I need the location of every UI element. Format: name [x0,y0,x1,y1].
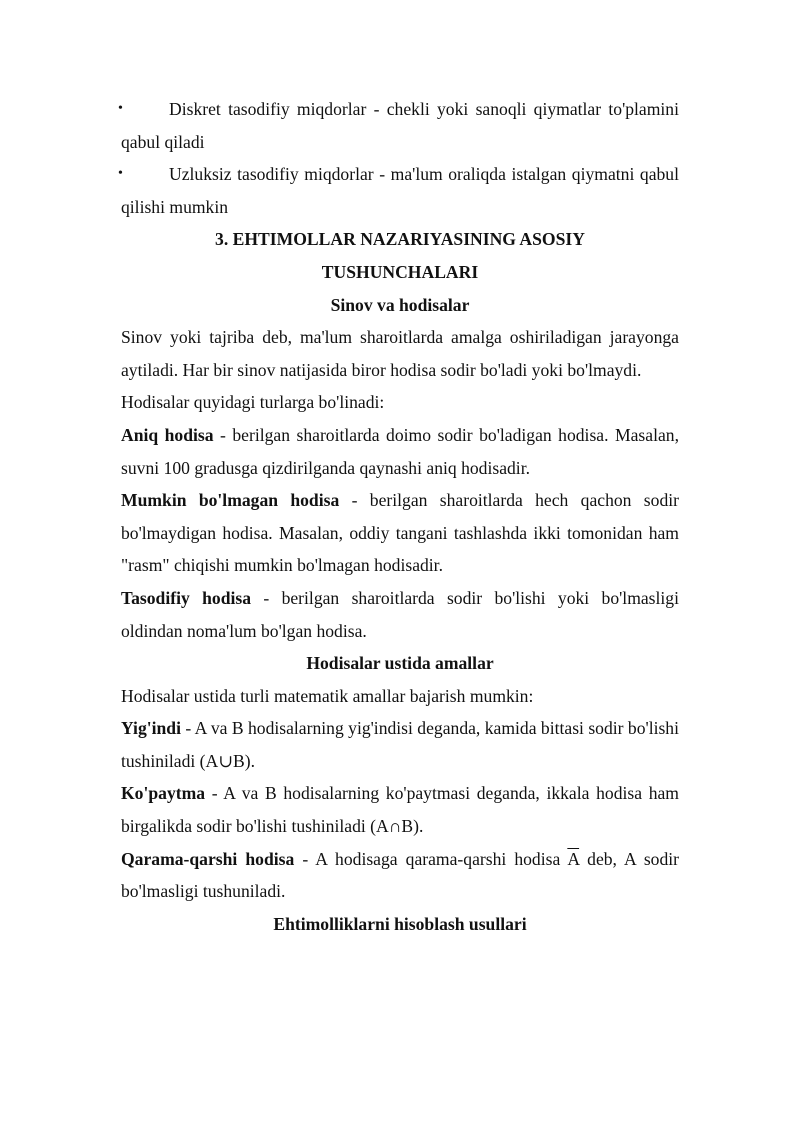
paragraph-amallar-intro: Hodisalar ustida turli matematik amallar bajarish mumkin: [121,685,534,706]
term-kopaytma: Ko'paytma [121,783,206,804]
paragraph-types-intro: Hodisalar quyidagi turlarga bo'linadi: [121,392,385,413]
paragraph-yigindi [121,712,679,777]
term-tasodifiy-hodisa: Tasodifiy hodisa [121,587,252,608]
subheading-amallar: Hodisalar ustida amallar [306,653,494,674]
term-aniq-hodisa: Aniq hodisa [121,424,214,445]
paragraph-kopaytma [121,777,679,842]
section-heading-line2: TUSHUNCHALARI [321,261,479,282]
complement-symbol: $\overline{A}$ [567,848,580,869]
bullet-text: Diskret tasodifiy miqdorlar - chekli yoki sanoqli qiymatlar to'plamini qabul qiladi [121,99,679,152]
paragraph-aniq-hodisa [121,419,679,484]
section-heading-line1: 3. EHTIMOLLAR NAZARIYASINING ASOSIY [215,229,585,250]
subheading-usullar: Ehtimolliklarni hisoblash usullari [273,913,527,934]
subheading-sinov: Sinov va hodisalar [330,294,470,315]
paragraph-mumkin-bolmagan [121,484,679,582]
definition-text: - A va B hodisalarning yig'indisi deganda, kamida bittasi sodir bo'lishi tushiniladi (A∪B). [121,718,679,771]
term-mumkin-bolmagan: Mumkin bo'lmagan hodisa [121,490,340,511]
bullet-text: Uzluksiz tasodifiy miqdorlar - ma'lum oraliqda istalgan qiymatni qabul qilishi mumkin [121,164,679,217]
paragraph-sinov-definition: Sinov yoki tajriba deb, ma'lum sharoitlarda amalga oshiriladigan jarayonga aytiladi. Har bir sinov natijasida biror hodisa sodir bo'ladi yoki bo'lmaydi. [121,327,679,380]
definition-text: - A hodisaga qarama-qarshi hodisa [294,848,568,869]
definition-text: deb, A sodir bo'lmasligi tushuniladi. [121,848,680,902]
bullet-icon: • [118,166,123,182]
term-yigindi: Yig'indi [121,718,181,739]
paragraph-tasodifiy-hodisa [121,582,679,647]
term-qarama-qarshi: Qarama-qarshi hodisa [121,848,295,869]
page-content [118,93,680,940]
definition-text: - berilgan sharoitlarda hech qachon sodir bo'lmaydigan hodisa. Masalan, oddiy tangani tashlashda ikki tomonidan ham "rasm" chiqishi mumkin bo'lmagan hodisadir. [121,490,679,576]
definition-text: - A va B hodisalarning ko'paytmasi deganda, ikkala hodisa ham birgalikda sodir bo'lishi tushiniladi (A∩B). [121,783,679,837]
bullet-item-discrete [118,93,679,158]
bullet-icon: • [118,101,123,116]
section-heading [121,223,679,288]
paragraph-qarama-qarshi [121,843,679,908]
definition-text: - berilgan sharoitlarda doimo sodir bo'ladigan hodisa. Masalan, suvni 100 gradusga qizdirilganda qaynashi aniq hodisadir. [121,424,679,478]
bullet-item-continuous [118,158,679,223]
definition-text: - berilgan sharoitlarda sodir bo'lishi yoki bo'lmasligi oldindan noma'lum bo'lgan hodisa. [121,587,679,641]
